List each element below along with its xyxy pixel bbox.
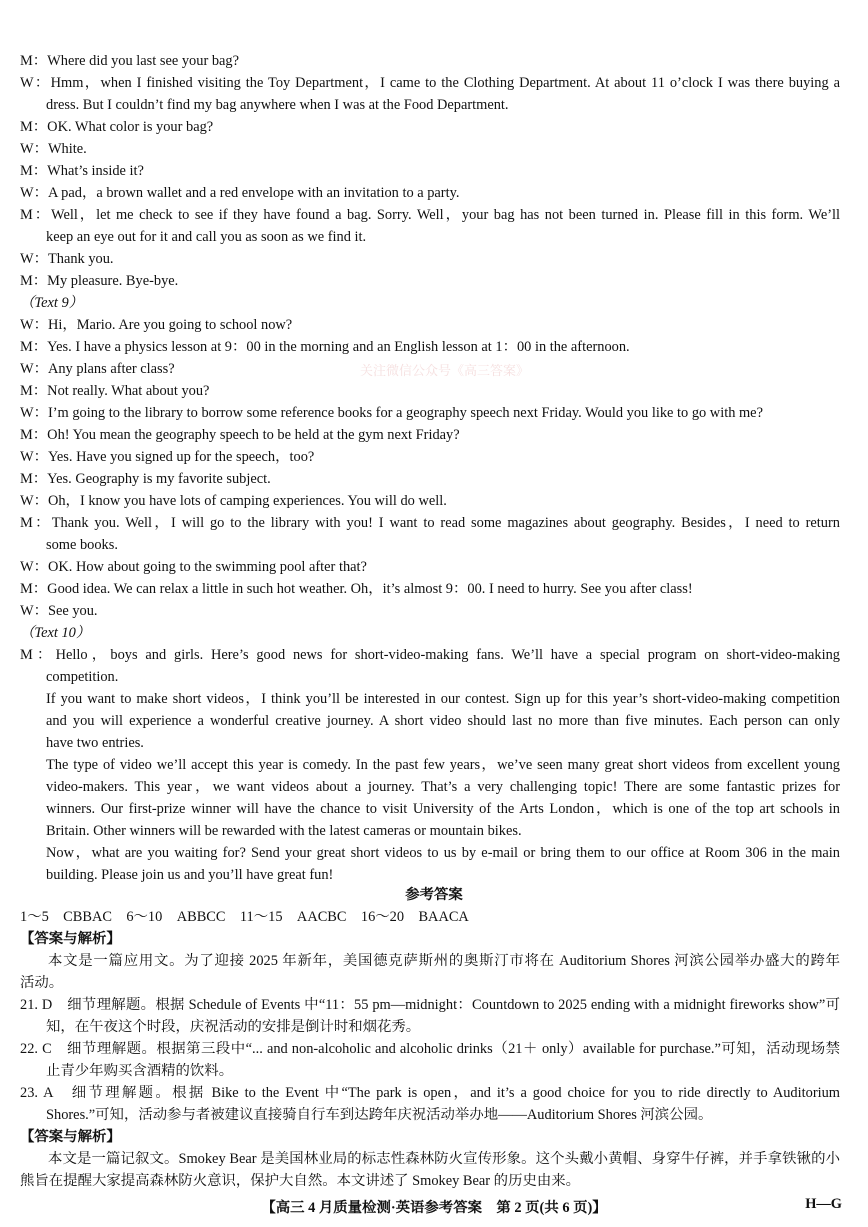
dialogue-line: M：Good idea. We can relax a little in such hot weather. Oh，it’s almost 9：00. I need to hurry. See you after class!	[20, 581, 693, 597]
monologue-line: The type of video we’ll accept this year is comedy. In the past few years，we’ve seen many great short videos from excellent young	[46, 757, 840, 773]
dialogue-line: M：Where did you last see your bag?	[20, 53, 239, 69]
answer-heading: 参考答案	[405, 887, 463, 903]
dialogue-line: M：Thank you. Well，I will go to the library with you! I want to read some magazines about geography. Besides，I need to return	[20, 515, 840, 531]
section-label-text9: （Text 9）	[20, 295, 84, 311]
monologue-line: Britain. Other winners will be rewarded with the latest cameras or mountain bikes.	[46, 823, 522, 839]
answer-key: 1～5 CBBAC 6～10 ABBCC 11～15 AACBC 16～20 BAACA	[20, 909, 469, 925]
q22-line: 22. C 细节理解题。根据第三段中“... and non-alcoholic and alcoholic drinks（21＋ only）available for purchase.”可知，活动现场禁	[20, 1041, 840, 1057]
dialogue-line: M：Not really. What about you?	[20, 383, 210, 399]
monologue-line: video-makers. This year，we want videos about a journey. That’s a very challenging topic! There are some fantastic prizes for	[46, 779, 840, 795]
dialogue-line: W：Oh，I know you have lots of camping experiences. You will do well.	[20, 493, 447, 509]
dialogue-line: M：Yes. Geography is my favorite subject.	[20, 471, 271, 487]
dialogue-line: W：Thank you.	[20, 251, 114, 267]
dialogue-line: W：Hi，Mario. Are you going to school now?	[20, 317, 293, 333]
monologue-line: M：Hello，boys and girls. Here’s good news for short-video-making fans. We’ll have a special program on short-video-making	[20, 647, 840, 663]
dialogue-line: M：Well，let me check to see if they have found a bag. Sorry. Well，your bag has not been turned in. Please fill in this form. We’ll	[20, 207, 840, 223]
monologue-line: Now，what are you waiting for? Send your great short videos to us by e-mail or bring them to our office at Room 306 in the main	[46, 845, 840, 861]
dialogue-line: W：A pad，a brown wallet and a red envelope with an invitation to a party.	[20, 185, 460, 201]
q21-line: 21. D 细节理解题。根据 Schedule of Events 中“11：55 pm—midnight：Countdown to 2025 ending with a midnight fireworks show”可	[20, 997, 840, 1013]
monologue-line: have two entries.	[46, 735, 144, 751]
q23-line: Shores.”可知，活动参与者被建议直接骑自行车到达跨年庆祝活动举办地——Auditorium Shores 河滨公园。	[46, 1107, 713, 1123]
q21-line: 知，在午夜这个时段，庆祝活动的安排是倒计时和烟花秀。	[46, 1019, 421, 1035]
footer-code: H—G	[805, 1196, 842, 1212]
analysis-heading: 【答案与解析】	[20, 931, 121, 947]
passage-intro-line: 活动。	[20, 975, 64, 991]
dialogue-line: W：Hmm，when I finished visiting the Toy Department，I came to the Clothing Department. At about 11 o’clock I was there buying a	[20, 75, 840, 91]
section-label-text10: （Text 10）	[20, 625, 91, 641]
analysis-heading: 【答案与解析】	[20, 1129, 121, 1145]
passage-intro-line: 本文是一篇应用文。为了迎接 2025 年新年，美国德克萨斯州的奥斯汀市将在 Auditorium Shores 河滨公园举办盛大的跨年	[48, 953, 840, 969]
dialogue-line: W：White.	[20, 141, 87, 157]
monologue-line: winners. Our first-prize winner will have the chance to visit University of the Arts London，which is one of the top art schools in	[46, 801, 840, 817]
monologue-line: and you will experience a wonderful creative journey. A short video should last no more than five minutes. Each person can only	[46, 713, 840, 729]
passage-intro-line: 熊旨在提醒大家提高森林防火意识，保护大自然。本文讲述了 Smokey Bear 的历史由来。	[20, 1173, 581, 1189]
monologue-line: If you want to make short videos，I think you’ll be interested in our contest. Sign up for this year’s short-video-making competition	[46, 691, 840, 707]
q22-line: 止青少年购买含酒精的饮料。	[46, 1063, 234, 1079]
dialogue-line: W：See you.	[20, 603, 98, 619]
dialogue-line: M：Yes. I have a physics lesson at 9：00 in the morning and an English lesson at 1：00 in the afternoon.	[20, 339, 630, 355]
dialogue-line: W：OK. How about going to the swimming pool after that?	[20, 559, 367, 575]
dialogue-line: M：My pleasure. Bye-bye.	[20, 273, 179, 289]
dialogue-line: W：I’m going to the library to borrow some reference books for a geography speech next Friday. Would you like to go with me?	[20, 405, 763, 421]
dialogue-line: keep an eye out for it and call you as soon as we find it.	[46, 229, 367, 245]
q23-line: 23. A 细节理解题。根据 Bike to the Event 中“The park is open，and it’s a good choice for you to ride directly to Auditorium	[20, 1085, 840, 1101]
dialogue-line: M：Oh! You mean the geography speech to be held at the gym next Friday?	[20, 427, 460, 443]
dialogue-line: W：Any plans after class?	[20, 361, 175, 377]
dialogue-line: M：OK. What color is your bag?	[20, 119, 214, 135]
monologue-line: competition.	[46, 669, 119, 685]
passage-intro-line: 本文是一篇记叙文。Smokey Bear 是美国林业局的标志性森林防火宣传形象。这个头戴小黄帽、身穿牛仔裤，并手拿铁锹的小	[48, 1151, 840, 1167]
dialogue-line: dress. But I couldn’t find my bag anywhere when I was at the Food Department.	[46, 97, 509, 113]
watermark: 关注微信公众号《高三答案》	[360, 363, 530, 378]
dialogue-line: W：Yes. Have you signed up for the speech，too?	[20, 449, 315, 465]
dialogue-line: M：What’s inside it?	[20, 163, 144, 179]
dialogue-line: some books.	[46, 537, 118, 553]
monologue-line: building. Please join us and you’ll have great fun!	[46, 867, 334, 883]
footer-page-info: 【高三 4 月质量检测·英语参考答案 第 2 页(共 6 页)】	[261, 1200, 607, 1216]
